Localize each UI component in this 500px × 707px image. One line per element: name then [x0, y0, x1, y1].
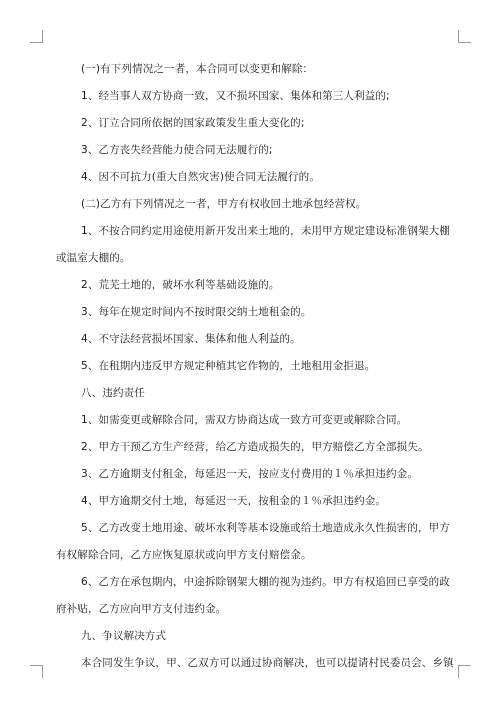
paragraph-line: (二)乙方有下列情况之一者，甲方有权收回土地承包经营权。: [81, 198, 367, 210]
paragraph-line: 5、在租期内违反甲方规定种植其它作物的，土地租用金拒退。: [81, 360, 376, 372]
paragraph-line: 1、经当事人双方协商一致，又不损坏国家、集体和第三人利益的;: [81, 90, 390, 102]
section-heading: 八、违约责任: [81, 387, 145, 399]
section-heading: 九、争议解决方式: [81, 630, 167, 642]
crop-mark-bottom-right: [458, 665, 471, 678]
paragraph-line: 3、每年在规定时间内不按时限交纳土地租金的。: [81, 306, 312, 318]
paragraph-line: 或温室大棚的。: [56, 252, 131, 264]
paragraph-line: 4、因不可抗力(重大自然灾害)使合同无法履行的。: [81, 171, 320, 183]
paragraph-line: 府补贴，乙方应向甲方支付违约金。: [56, 603, 227, 615]
paragraph-line: 6、乙方在承包期内，中途拆除钢架大棚的视为违约。甲方有权追回已享受的政: [81, 576, 450, 588]
paragraph-line: 3、乙方逾期支付租金，每延迟一天，按应支付费用的１％承担违约金。: [81, 468, 418, 480]
paragraph-line: 4、不守法经营损坏国家、集体和他人利益的。: [81, 333, 301, 345]
paragraph-line: 本合同发生争议，甲、乙双方可以通过协商解决，也可以提请村民委员会、乡镇: [81, 657, 454, 669]
paragraph-line: 1、如需变更或解除合同，需双方协商达成一致方可变更或解除合同。: [81, 414, 408, 426]
paragraph-line: 2、订立合同所依据的国家政策发生重大变化的;: [81, 117, 305, 129]
paragraph-line: 3、乙方丧失经营能力使合同无法履行的;: [81, 144, 273, 156]
paragraph-line: 2、荒芜土地的，破坏水利等基础设施的。: [81, 279, 280, 291]
paragraph-line: 2、甲方干预乙方生产经营，给乙方造成损失的，甲方赔偿乙方全部损失。: [81, 441, 429, 453]
paragraph-line: 1、不按合同约定用途使用新开发出来土地的，未用甲方规定建设标准钢架大棚: [81, 225, 450, 237]
paragraph-line: 有权解除合同，乙方应恢复原状或向甲方支付赔偿金。: [56, 549, 312, 561]
crop-mark-bottom-left: [30, 665, 43, 678]
paragraph-line: 4、甲方逾期交付土地，每延迟一天，按租金的１％承担违约金。: [81, 495, 387, 507]
paragraph-line: 5、乙方改变土地用途、破坏水利等基本设施或给土地造成永久性损害的，甲方: [81, 522, 450, 534]
paragraph-line: (一)有下列情况之一者，本合同可以变更和解除：: [81, 63, 314, 75]
crop-mark-top-right: [458, 30, 471, 43]
crop-mark-top-left: [30, 30, 43, 43]
